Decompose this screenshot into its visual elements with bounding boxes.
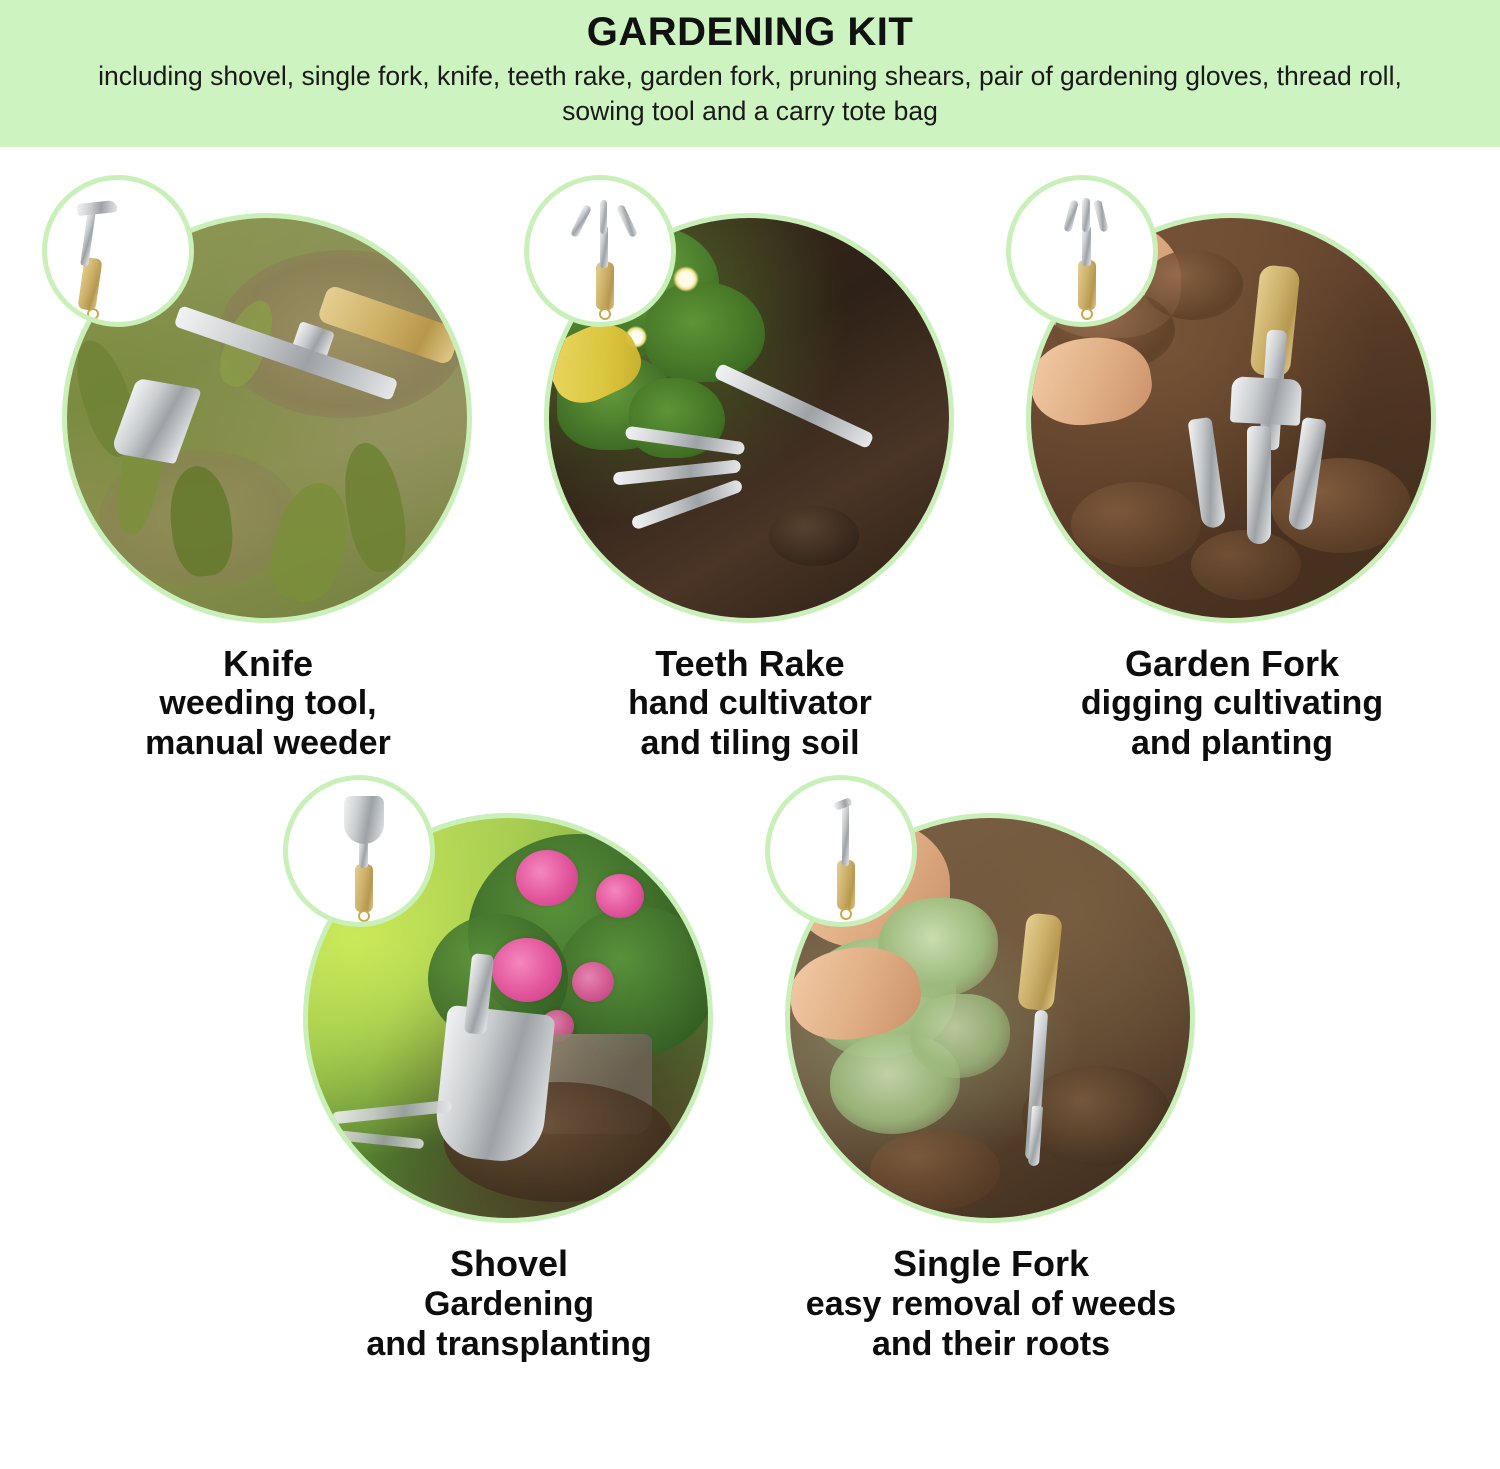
caption-knife: [145, 643, 391, 764]
feature-row-top: [18, 175, 1482, 764]
photo-wrap-teeth-rake: [524, 175, 976, 627]
caption-line2-knife: manual weeder: [145, 723, 391, 762]
caption-teeth-rake: [628, 643, 872, 764]
caption-line1-knife: weeding tool,: [159, 684, 377, 723]
caption-line2-garden-fork: and planting: [1130, 723, 1334, 762]
caption-line1-garden-fork: digging cultivating: [1080, 684, 1384, 723]
product-feature-grid: [0, 147, 1500, 1364]
header-banner: [0, 0, 1500, 147]
fork-neck: [1230, 376, 1302, 426]
rake-shaft: [714, 363, 875, 449]
feature-card-teeth-rake: [524, 175, 976, 764]
single-fork-handle: [1017, 913, 1063, 1012]
photo-wrap-knife: [42, 175, 494, 627]
fork-tine: [1247, 426, 1271, 544]
caption-title-garden-fork: Garden Fork: [1124, 642, 1340, 684]
photo-wrap-garden-fork: [1006, 175, 1458, 627]
caption-line2-shovel: and transplanting: [366, 1324, 652, 1363]
rake-tine: [613, 459, 742, 485]
caption-title-shovel: Shovel: [449, 1243, 569, 1285]
caption-garden-fork: [1081, 643, 1383, 764]
thumbnail-shovel: [283, 775, 435, 927]
caption-single-fork: [806, 1243, 1176, 1364]
feature-row-bottom: [18, 775, 1482, 1364]
caption-line2-single-fork: and their roots: [871, 1324, 1110, 1363]
feature-card-shovel: [283, 775, 735, 1364]
caption-line1-teeth-rake: hand cultivator: [628, 684, 872, 723]
thumbnail-single-fork: [765, 775, 917, 927]
caption-title-single-fork: Single Fork: [892, 1243, 1089, 1285]
feature-card-garden-fork: [1006, 175, 1458, 764]
caption-shovel: [366, 1243, 651, 1364]
caption-line2-teeth-rake: and tiling soil: [640, 723, 860, 762]
caption-line1-shovel: Gardening: [423, 1285, 594, 1324]
kit-contents-text: including shovel, single fork, knife, teeth rake, garden fork, pruning shears, pair of gardening gloves, thread roll, sowing tool and a carry tote bag: [98, 60, 1402, 126]
caption-title-knife: Knife: [223, 642, 313, 684]
page-title: GARDENING KIT: [586, 10, 914, 54]
feature-card-single-fork: [765, 775, 1217, 1364]
photo-wrap-shovel: [283, 775, 735, 1227]
thumbnail-garden-fork: [1006, 175, 1158, 327]
feature-card-knife: [42, 175, 494, 764]
caption-line1-single-fork: easy removal of weeds: [805, 1285, 1177, 1324]
photo-wrap-single-fork: [765, 775, 1217, 1227]
shovel-blade: [432, 1005, 555, 1165]
caption-title-teeth-rake: Teeth Rake: [655, 642, 845, 684]
rake-tine: [630, 478, 743, 530]
thumbnail-knife: [42, 175, 194, 327]
thumbnail-teeth-rake: [524, 175, 676, 327]
